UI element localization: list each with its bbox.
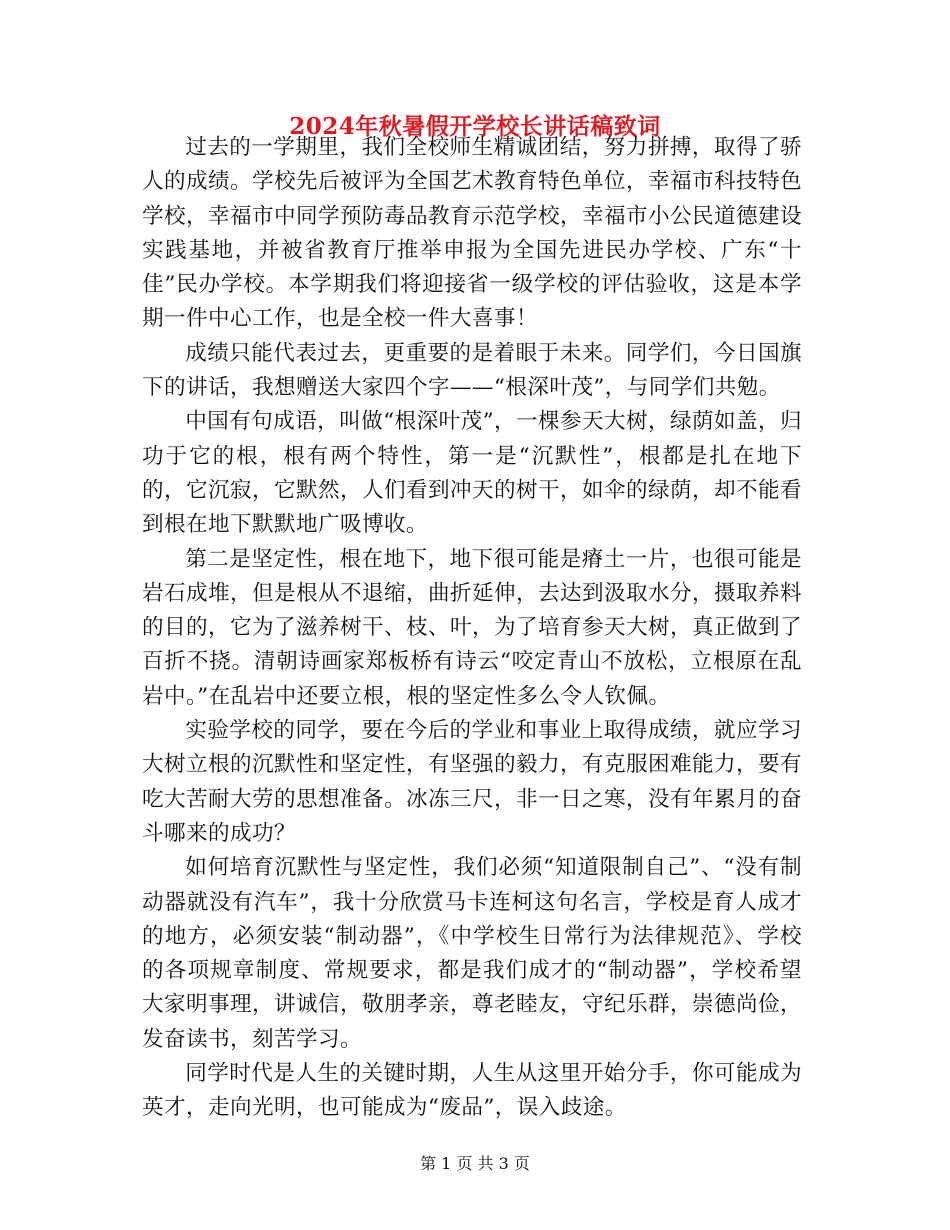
- paragraph: 同学时代是人生的关键时期，人生从这里开始分手，你可能成为英才，走向光明，也可能成为“废品”，误入歧途。: [142, 1061, 802, 1121]
- document-body: [142, 131, 802, 1126]
- document-title: 2024年秋暑假开学校长讲话稿致词: [289, 113, 661, 140]
- page-footer: 第 1 页 共 3 页: [420, 1154, 530, 1173]
- paragraph: 实验学校的同学，要在今后的学业和事业上取得成绩，就应学习大树立根的沉默性和坚定性，有坚强的毅力，有克服困难能力，要有吃大苦耐大劳的思想准备。冰冻三尺，非一日之寒，没有年累月的奋斗哪来的成功？: [142, 718, 802, 846]
- paragraph: 成绩只能代表过去，更重要的是着眼于未来。同学们，今日国旗下的讲话，我想赠送大家四个字——“根深叶茂”，与同学们共勉。: [142, 340, 802, 401]
- paragraph: 过去的一学期里，我们全校师生精诚团结，努力拼搏，取得了骄人的成绩。学校先后被评为全国艺术教育特色单位，幸福市科技特色学校，幸福市中同学预防毒品教育示范学校，幸福市小公民道德建设实践基地，并被省教育厅推举申报为全国先进民办学校、广东“十佳”民办学校。本学期我们将迎接省一级学校的评估验收，这是本学期一件中心工作，也是全校一件大喜事！: [142, 135, 802, 332]
- paragraph: 中国有句成语，叫做“根深叶茂”，一棵参天大树，绿荫如盖，归功于它的根，根有两个特性，第一是“沉默性”，根都是扎在地下的，它沉寂，它默然，人们看到冲天的树干，如伞的绿荫，却不能看到根在地下默默地广吸博收。: [142, 409, 802, 538]
- paragraph: 第二是坚定性，根在地下，地下很可能是瘠土一片，也很可能是岩石成堆，但是根从不退缩，曲折延伸，去达到汲取水分，摄取养料的目的，它为了滋养树干、枝、叶，为了培育参天大树，真正做到了百折不挠。清朝诗画家郑板桥有诗云“咬定青山不放松，立根原在乱岩中。”在乱岩中还要立根，根的坚定性多么令人钦佩。: [142, 546, 802, 709]
- paragraph: 如何培育沉默性与坚定性，我们必须“知道限制自己”、“没有制动器就没有汽车”，我十分欣赏马卡连柯这句名言，学校是育人成才的地方，必须安装“制动器”，《中学校生日常行为法律规范》、学校的各项规章制度、常规要求，都是我们成才的“制动器”，学校希望大家明事理，讲诚信，敬朋孝亲，尊老睦友，守纪乐群，崇德尚俭，发奋读书，刻苦学习。: [142, 855, 802, 1052]
